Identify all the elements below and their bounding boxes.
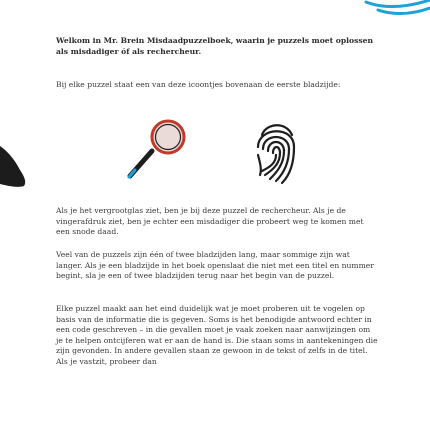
magnifying-glass-icon <box>122 118 192 182</box>
intro-paragraph: Welkom in Mr. Brein Misdaadpuzzelboek, waarin je puzzels moet oplossen als misdadiger óf als rechercheur. <box>56 36 373 56</box>
length-paragraph: Veel van de puzzels zijn één of twee bladzijden lang, maar sommige zijn wat langer. Als je een bladzijde in het boek openslaat die niet met een titel en nummer begint, sla je een of twee bladzijden terug naar het begin van de puzzel. <box>56 250 374 280</box>
icons-intro-paragraph: Bij elke puzzel staat een van deze icoontjes bovenaan de eerste bladzijde: <box>56 80 341 89</box>
answer-paragraph: Elke puzzel maakt aan het eind duidelijk wat je moet proberen uit te vogelen op basis van de informatie die is gegeven. Soms is het benodigde antwoord echter in een code geschreven – in die gevallen moet je vaak zoeken naar aanwijzingen om je te helpen ontcijferen wat er aan de hand is. Die staan soms in aantekeningen die zijn gevonden. In andere gevallen staan ze gewoon in de tekst of zelfs in de titel. Als je vastzit, probeer dan <box>56 304 378 366</box>
corner-swoosh-decoration <box>362 0 430 20</box>
icons-explanation-paragraph: Als je het vergrootglas ziet, ben je bij deze puzzel de rechercheur. Als je de vingerafdruk ziet, ben je echter een misdadiger die probeert weg te komen met een snode daad. <box>56 206 364 236</box>
fingerprint-icon <box>254 117 298 187</box>
shoe-silhouette-decoration <box>0 140 28 190</box>
